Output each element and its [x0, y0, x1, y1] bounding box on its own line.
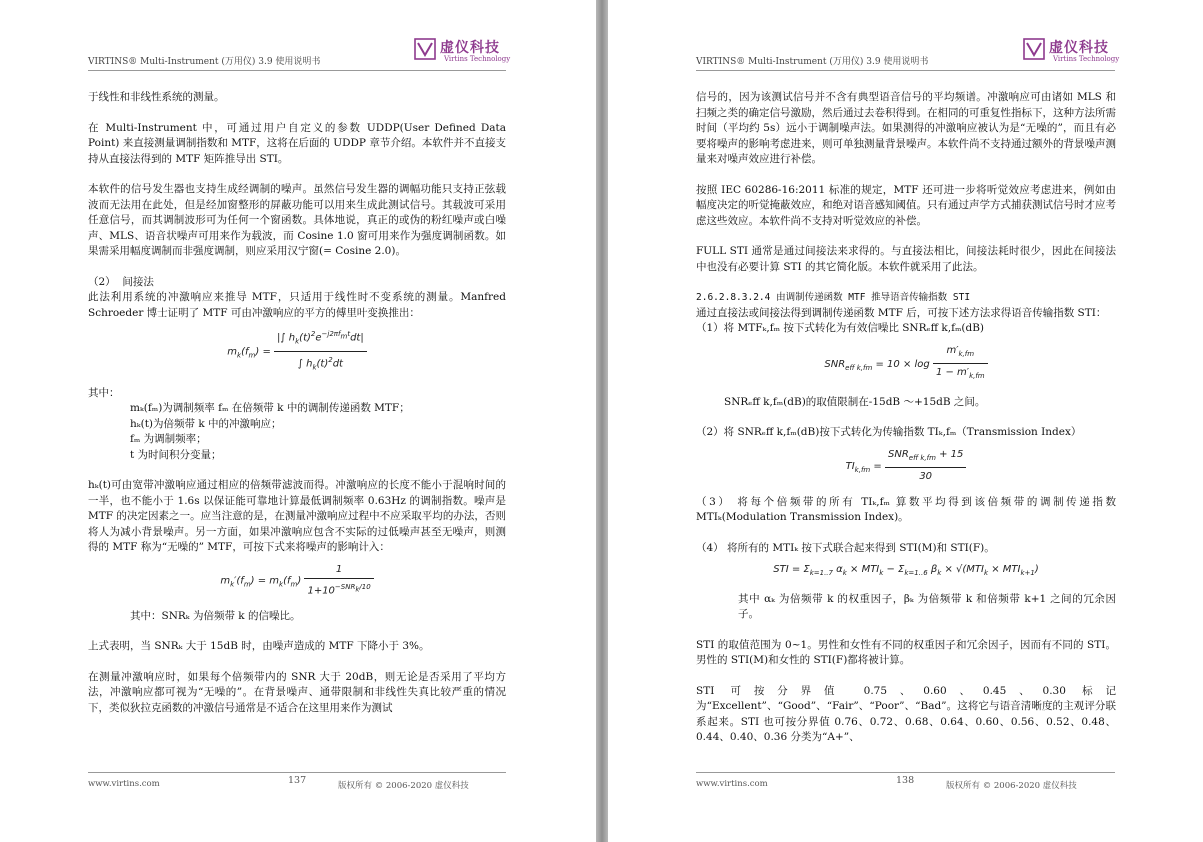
- formula-sti: STI = $\Sigma_{k=1..7}$ $\alpha_k \times MTI_k - \Sigma_{k=1..6}$ $\beta_k \times √(MTI_k \times MTI_{k+1})$: [773, 564, 1039, 577]
- formula-mtf-schroeder: $m_k(f_m)$ = $\frac{|\int h_k(t)^2e^{-j2\pi fmt}dt|}{\int h_k(t)^2dt}$: [88, 327, 506, 376]
- logo-text-cn: 虚仪科技: [440, 40, 500, 56]
- page-137: [0, 0, 596, 842]
- paragraph: 通过直接法或间接法得到调制传递函数 MTF 后，可按下述方法求得语音传输指数 STI：: [696, 306, 1107, 319]
- paragraph: FULL STI 通常是通过间接法来求得的。与直接法相比，间接法耗时很少，因此在间接法中也没有必要计算 STI 的其它简化版。本软件就采用了此法。: [696, 245, 1116, 273]
- header-title: VIRTINS® Multi-Instrument (万用仪) 3.9 使用说明书: [88, 57, 321, 67]
- formula-mtf-noise: $m_k'(f_m) = m_k(f_m)$ $\frac{1}{1+10^{-SNRk/10}}$: [88, 562, 506, 599]
- step-item: （2）将 SNRₑff k,fₘ(dB)按下式转化为传输指数 TIₖ,fₘ（Transmission Index）: [696, 426, 1082, 438]
- page-gutter: [596, 0, 608, 842]
- step-note: 其中 αₖ 为倍频带 k 的权重因子，βₖ 为倍频带 k 和倍频带 k+1 之间的冗余因子。: [738, 592, 1116, 620]
- footer-url: www.virtins.com: [696, 779, 768, 789]
- page-header: [696, 40, 1120, 71]
- logo-text-cn: 虚仪科技: [1049, 40, 1109, 56]
- paragraph: 在测量冲激响应时，如果每个倍频带内的 SNR 大于 20dB，则无论是否采用了平均方法，冲激响应都可视为“无噪的”。在背景噪声、通带限制和非线性失真比较严重的情况下，类似狄拉克函数的冲激信号通常是不适合在这里用来作为测试: [88, 670, 506, 714]
- footer-url: www.virtins.com: [88, 779, 160, 789]
- heading-number: （2）: [88, 275, 116, 288]
- page-number: 137: [288, 775, 307, 786]
- virtins-logo: [414, 38, 511, 68]
- definition-item: t 为时间积分变量；: [130, 448, 222, 461]
- step-note: SNRₑff k,fₘ(dB)的取值限制在-15dB ～+15dB 之间。: [724, 395, 986, 408]
- footer-copyright: 版权所有 © 2006-2020 虚仪科技: [338, 781, 469, 791]
- page-footer: [696, 772, 1115, 793]
- page-138: [608, 0, 1203, 842]
- page-footer: [88, 772, 506, 793]
- section-heading: [88, 275, 506, 291]
- paragraph: 上式表明，当 SNRₖ 大于 15dB 时，由噪声造成的 MTF 下降小于 3%。: [88, 640, 430, 653]
- paragraph: 信号的，因为该测试信号并不含有典型语音信号的平均频谱。冲激响应可由诸如 MLS 和扫频之类的确定信号激励，然后通过去卷积得到。在相同的可重复性指标下，这种方法所需时间（平均约 5s）远小于调制噪声法。如果测得的冲激响应被认为是“无噪的”，而且有必要将噪声的影响考虑进来，则可单独测量背景噪声。本软件尚不支持通过额外的背景噪声测量来对噪声效应进行补偿。: [696, 91, 1116, 165]
- definition-item: fₘ 为调制频率；: [130, 433, 207, 446]
- logo-mark-icon: [414, 38, 436, 60]
- step-item: （1）将 MTFₖ,fₘ 按下式转化为有效信噪比 SNRₑff k,fₘ(dB): [696, 322, 985, 334]
- paragraph: 于线性和非线性系统的测量。: [88, 91, 225, 103]
- logo-text-en: Virtins Technology: [1053, 55, 1120, 63]
- page-body: [696, 90, 1116, 761]
- step-item: （4） 将所有的 MTIₖ 按下式联合起来得到 STI(M)和 STI(F)。: [696, 541, 995, 554]
- footer-copyright: 版权所有 © 2006-2020 虚仪科技: [946, 781, 1077, 791]
- paragraph: hₖ(t)可由宽带冲激响应通过相应的倍频带滤波而得。冲激响应的长度不能小于混响时间的一半，也不能小于 1.6s 以保证能可靠地计算最低调制频率 0.63Hz 的调制指数。噪声是 MTF 的决定因素之一。应当注意的是，在测量冲激响应过程中不应采取平均的办法，否则将人为减小背景噪声。另一方面，如果冲激响应包含不实际的过低噪声甚至无噪声，则测得的 MTF 称为“无噪的” MTF，可按下式来将噪声的影响计入：: [88, 479, 506, 554]
- virtins-logo: [1023, 38, 1120, 68]
- page-body: [88, 90, 506, 731]
- header-title: VIRTINS® Multi-Instrument (万用仪) 3.9 使用说明书: [696, 57, 929, 67]
- logo-text-en: Virtins Technology: [444, 55, 511, 63]
- paragraph: 本软件的信号发生器也支持生成经调制的噪声。虽然信号发生器的调幅功能只支持正弦载波而无法用在此处，但是经加窗整形的屏蔽功能可以用来生成此测试信号。其载波可采用任意信号，而其调制波形可为任何一个窗函数。具体地说，真正的或伪的粉红噪声或白噪声、MLS、语音状噪声可用来作为载波，而 Cosine 1.0 窗可用来作为强度调制函数。如果需采用幅度调制而非强度调制，则应采用汉宁窗(= Cosine 2.0)。: [88, 183, 506, 257]
- paragraph: 在 Multi-Instrument 中，可通过用户自定义的参数 UDDP(User Defined Data Point) 来直接测量调制指数和 MTF，这将在后面的 UDDP 章节介绍。本软件并不直接支持从直接法得到的 MTF 矩阵推导出 STI。: [88, 121, 506, 165]
- definition-item: hₖ(t)为倍频带 k 中的冲激响应；: [130, 417, 282, 430]
- paragraph: STI 的取值范围为 0~1。男性和女性有不同的权重因子和冗余因子，因而有不同的 STI。男性的 STI(M)和女性的 STI(F)都将被计算。: [696, 638, 1116, 666]
- paragraph: 此法利用系统的冲激响应来推导 MTF，只适用于线性时不变系统的测量。Manfred Schroeder 博士证明了 MTF 可由冲激响应的平方的傅里叶变换推出：: [88, 291, 506, 319]
- step-item: （3） 将每个倍频带的所有 TIₖ,fₘ 算数平均得到该倍频带的调制传递指数 MTIₖ(Modulation Transmission Index)。: [696, 495, 1116, 523]
- where-snr: 其中：SNRₖ 为倍频带 k 的信噪比。: [130, 609, 301, 622]
- section-heading: 2.6.2.8.3.2.4 由调制传递函数 MTF 推导语音传输指数 STI: [696, 292, 971, 303]
- heading-title: 间接法: [122, 275, 154, 288]
- page-number: 138: [896, 775, 915, 786]
- page-header: [88, 40, 511, 71]
- definition-item: mₖ(fₘ)为调制频率 fₘ 在倍频带 k 中的调制传递函数 MTF；: [130, 402, 410, 415]
- where-label: 其中：: [88, 386, 120, 399]
- formula-ti: $TI_{k,fm}$ = $\frac{SNR_{eff k,fm} + 15}{30}$: [696, 447, 1116, 485]
- paragraph: 按照 IEC 60286-16:2011 标准的规定，MTF 还可进一步将听觉效应考虑进来，例如由幅度决定的听觉掩蔽效应，和绝对语音感知阈值。只有通过声学方式捕获测试信号时才应考虑这些效应。本软件尚不支持对听觉效应的补偿。: [696, 183, 1116, 227]
- paragraph: STI 可按分界值 0.75、0.60、0.45、0.30 标记为“Excellent”、“Good”、“Fair”、“Poor”、“Bad”。这将它与语音清晰度的主观评分联系起来。STI 也可按分界值 0.76、0.72、0.68、0.64、0.60、0.56、0.52、0.48、0.44、0.40、0.36 分类为“A+”、: [696, 684, 1116, 743]
- logo-mark-icon: [1023, 38, 1045, 60]
- formula-snr-eff: $SNR_{eff k,fm} = 10 \times \log$ $\frac{m'_{k,fm}}{1 - m'_{k,fm}}$: [696, 343, 1116, 385]
